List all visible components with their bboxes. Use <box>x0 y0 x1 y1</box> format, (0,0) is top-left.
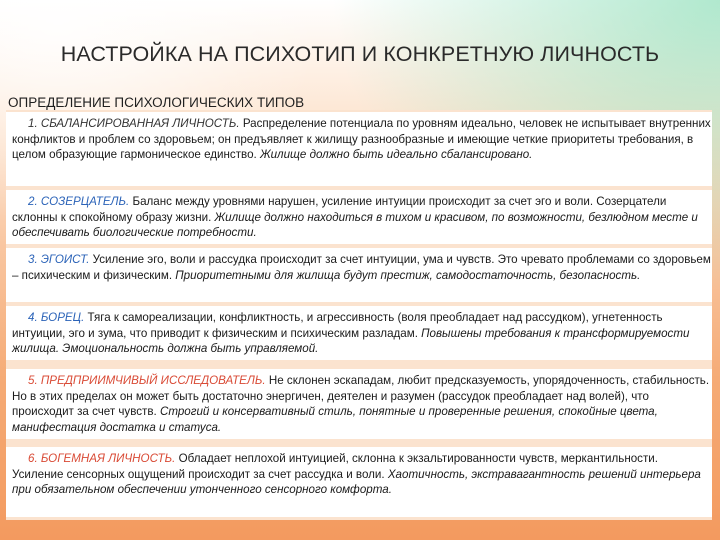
type-paragraph-6 <box>12 451 712 498</box>
type-paragraph-4 <box>12 310 712 357</box>
type-emphasis-5: Строгий и консервативный стиль, понятные и проверенные решения, спокойные цвета, манифестация достатка и статуса. <box>12 405 658 434</box>
type-paragraph-2 <box>12 194 712 241</box>
type-text-4: Тяга к самореализации, конфликтность, и агрессивность (воля преобладает над рассудком), угнетенность интуиции, эго и зума, что приводит к физическим и психическим разладам. <box>12 311 663 340</box>
type-text-3: Усиление эго, воли и рассудка происходит за счет интуиции, ума и чувств. Это чревато проблемами со здоровьем – психическим и физическим. <box>12 253 711 282</box>
slide-title: НАСТРОЙКА НА ПСИХОТИП И КОНКРЕТНУЮ ЛИЧНОСТЬ <box>60 42 660 66</box>
type-text-5: Не склонен эскападам, любит предсказуемость, упорядоченность, стабильность. Но в этих пределах он может быть достаточно энергичен, деятелен и разумен (рассудок преобладает над волей), что происходит за счет чувств. <box>12 374 710 418</box>
type-title-3: 3. ЭГОИСТ. <box>28 253 90 266</box>
type-text-6: Обладает неплохой интуицией, склонна к экзальтированности чувств, меркантильности. Усиление сенсорных ощущений происходит за счет рассудка и воли. <box>12 452 658 481</box>
type-paragraph-3 <box>12 252 712 283</box>
type-emphasis-3: Приоритетными для жилища будут престиж, самодостаточность, безопасность. <box>175 268 641 282</box>
type-paragraph-5 <box>12 373 712 435</box>
type-text-1: Распределение потенциала по уровням идеально, человек не испытывает внутренних конфликтов и проблем со здоровьем; он предъявляет к жилищу разнообразные и имеющие четкие приоритеты требования, в целом образующие гармоническое единство. <box>12 117 711 161</box>
type-paragraph-1 <box>12 116 712 163</box>
type-emphasis-2: Жилище должно находиться в тихом и красивом, по возможности, безлюдном месте и обеспечивать биологические потребности. <box>12 210 698 239</box>
type-title-2: 2. СОЗЕРЦАТЕЛЬ. <box>28 195 130 208</box>
type-title-4: 4. БОРЕЦ. <box>28 311 85 324</box>
type-emphasis-6: Хаотичность, экстравагантность решений интерьера при обязательном обеспечении утонченного сенсорного комфорта. <box>12 467 701 496</box>
type-title-5: 5. ПРЕДПРИИМЧИВЫЙ ИССЛЕДОВАТЕЛЬ. <box>28 374 266 387</box>
type-emphasis-4: Повышены требования к трансформируемости жилища. Эмоциональность должна быть управляемой. <box>12 326 690 355</box>
type-emphasis-1: Жилище должно быть идеально сбалансировано. <box>259 148 533 161</box>
type-text-2: Баланс между уровнями нарушен, усиление интуиции происходит за счет эго и воли. Созерцатели склонны к спокойному образу жизни. <box>12 195 667 224</box>
type-title-6: 6. БОГЕМНАЯ ЛИЧНОСТЬ. <box>28 452 176 465</box>
section-heading: ОПРЕДЕЛЕНИЕ ПСИХОЛОГИЧЕСКИХ ТИПОВ <box>8 95 305 110</box>
type-title-1: 1. СБАЛАНСИРОВАННАЯ ЛИЧНОСТЬ. <box>28 117 240 130</box>
